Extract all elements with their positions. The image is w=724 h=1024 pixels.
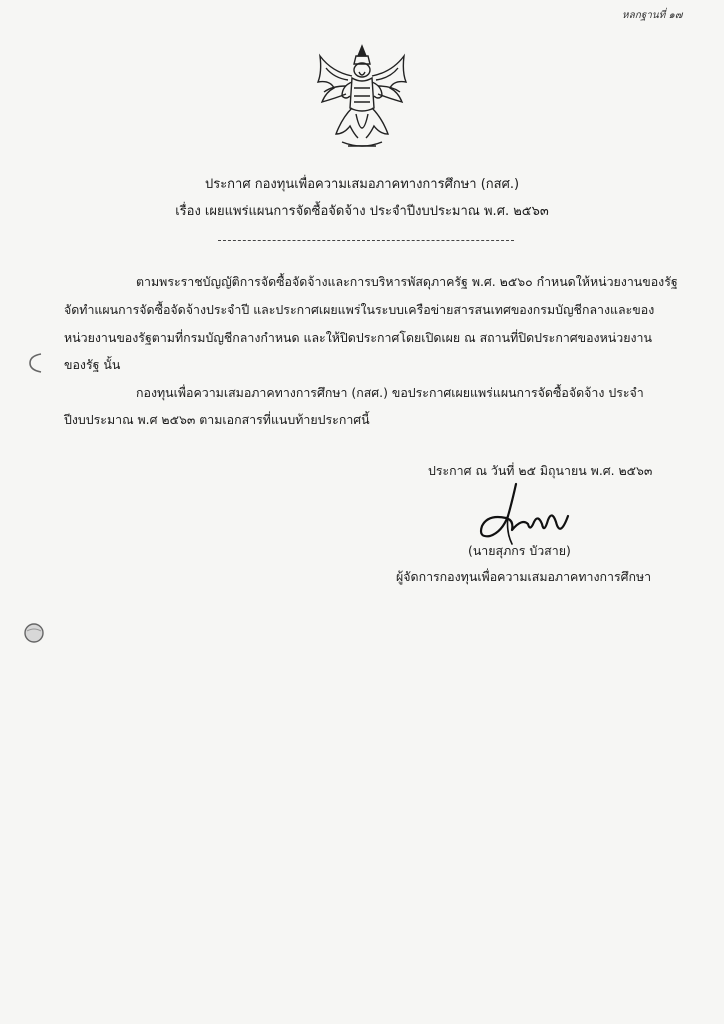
announcement-date: ประกาศ ณ วันที่ ๒๕ มิถุนายน พ.ศ. ๒๕๖๓ <box>428 463 653 478</box>
paragraph-1-line-4: ของรัฐ นั้น <box>64 357 121 372</box>
punch-hole-icon <box>22 622 46 644</box>
signer-name: (นายสุภกร บัวสาย) <box>468 543 571 558</box>
paragraph-1-line-2: จัดทำแผนการจัดซื้อจัดจ้างประจำปี และประกาศเผยแพร่ในระบบเครือข่ายสารสนเทศของกรมบัญชีกลางและของ <box>64 302 655 317</box>
paragraph-1-line-1: ตามพระราชบัญญัติการจัดซื้อจัดจ้างและการบริหารพัสดุภาครัฐ พ.ศ. ๒๕๖๐ กำหนดให้หน่วยงานของรัฐ <box>136 274 678 289</box>
announcement-subject: เรื่อง เผยแพร่แผนการจัดซื้อจัดจ้าง ประจำปีงบประมาณ พ.ศ. ๒๕๖๓ <box>175 204 549 219</box>
paragraph-1-line-3: หน่วยงานของรัฐตามที่กรมบัญชีกลางกำหนด และให้ปิดประกาศโดยเปิดเผย ณ สถานที่ปิดประกาศของหน่วยงาน <box>64 330 652 345</box>
signer-position: ผู้จัดการกองทุนเพื่อความเสมอภาคทางการศึกษา <box>396 569 652 584</box>
punch-hole-icon <box>28 352 44 374</box>
dashed-divider <box>218 240 514 241</box>
paragraph-2-line-2: ปีงบประมาณ พ.ศ ๒๕๖๓ ตามเอกสารที่แนบท้ายประกาศนี้ <box>64 412 370 427</box>
handwritten-page-note: หลกฐานที่ ๑๗ <box>622 10 683 21</box>
announcement-title: ประกาศ กองทุนเพื่อความเสมอภาคทางการศึกษา (กสศ.) <box>204 177 520 192</box>
garuda-emblem-icon <box>312 42 412 152</box>
paragraph-2-line-1: กองทุนเพื่อความเสมอภาคทางการศึกษา (กสศ.) ขอประกาศเผยแพร่แผนการจัดซื้อจัดจ้าง ประจำ <box>136 385 644 400</box>
